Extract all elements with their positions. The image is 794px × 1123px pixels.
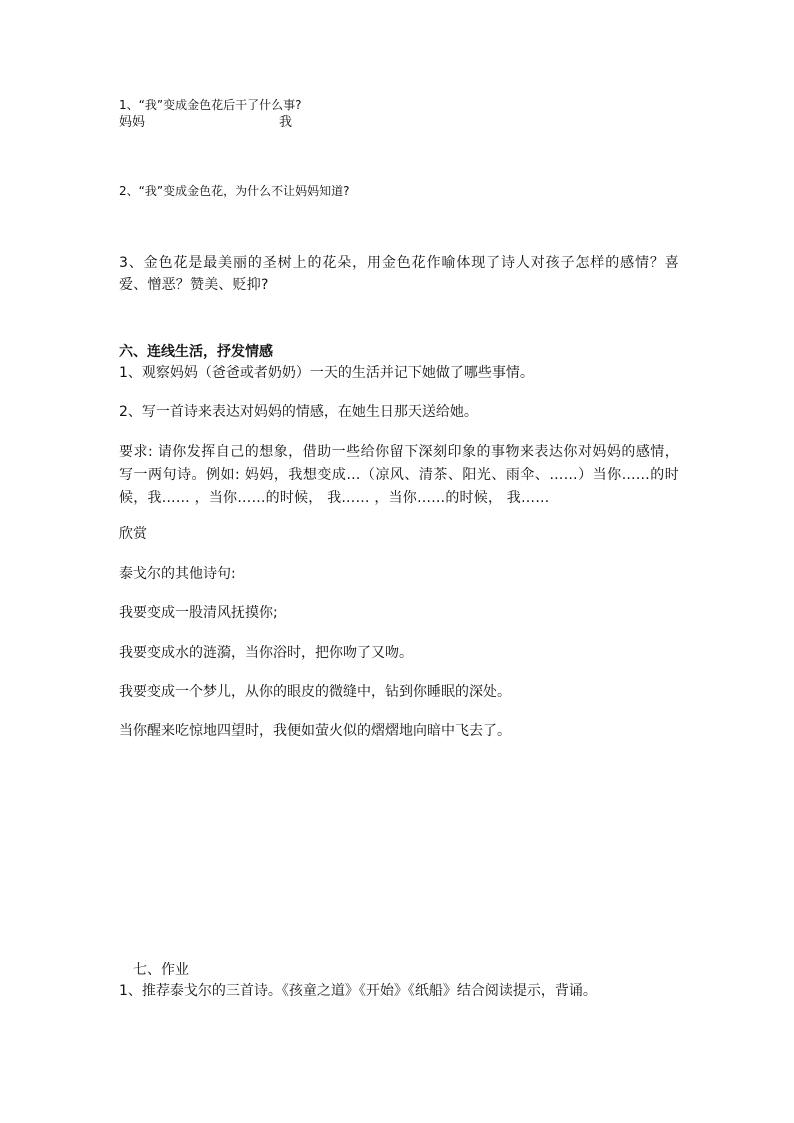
poem-line-4: 当你醒来吃惊地四望时，我便如萤火似的熠熠地向暗中飞去了。 [119,723,511,739]
poem-line-3: 我要变成一个梦儿，从你的眼皮的微缝中，钻到你睡眠的深处。 [119,684,511,700]
appreciation-label: 欣赏 [119,526,147,542]
appreciation-intro: 泰戈尔的其他诗句: [119,566,236,582]
section-6-requirement: 要求: 请你发挥自己的想象，借助一些给你留下深刻印象的事物来表达你对妈妈的感情，写一两句诗。例如: 妈妈，我想变成…（凉风、清茶、阳光、雨伞、……）当你……的时候，我…… ，当你……的时候， 我…… ，当你……的时候， 我…… [119,444,679,506]
question-2: 2、“我”变成金色花，为什么不让妈妈知道? [119,184,350,198]
question-1-columns [119,114,292,132]
section-6-item-2: 2、写一首诗来表达对妈妈的情感，在她生日那天送给她。 [119,404,478,420]
section-6-item-1: 1、观察妈妈（爸爸或者奶奶）一天的生活并记下她做了哪些事情。 [119,365,534,381]
question-1: 1、“我”变成金色花后干了什么事? [119,98,302,112]
column-mama-label: 妈妈 [119,115,146,130]
section-7-heading: 七、作业 [133,962,189,978]
question-3: 3、金色花是最美丽的圣树上的花朵，用金色花作喻体现了诗人对孩子怎样的感情？喜爱、憎恶？赞美、贬抑? [119,255,679,293]
section-6-heading: 六、连线生活，抒发情感 [119,344,273,360]
poem-line-1: 我要变成一股清风抚摸你; [119,605,278,621]
section-7-item-1: 1、推荐泰戈尔的三首诗。《孩童之道》《开始》《纸船》结合阅读提示，背诵。 [119,983,597,999]
column-me-label: 我 [279,115,293,130]
poem-line-2: 我要变成水的涟漪，当你浴时，把你吻了又吻。 [119,645,413,661]
